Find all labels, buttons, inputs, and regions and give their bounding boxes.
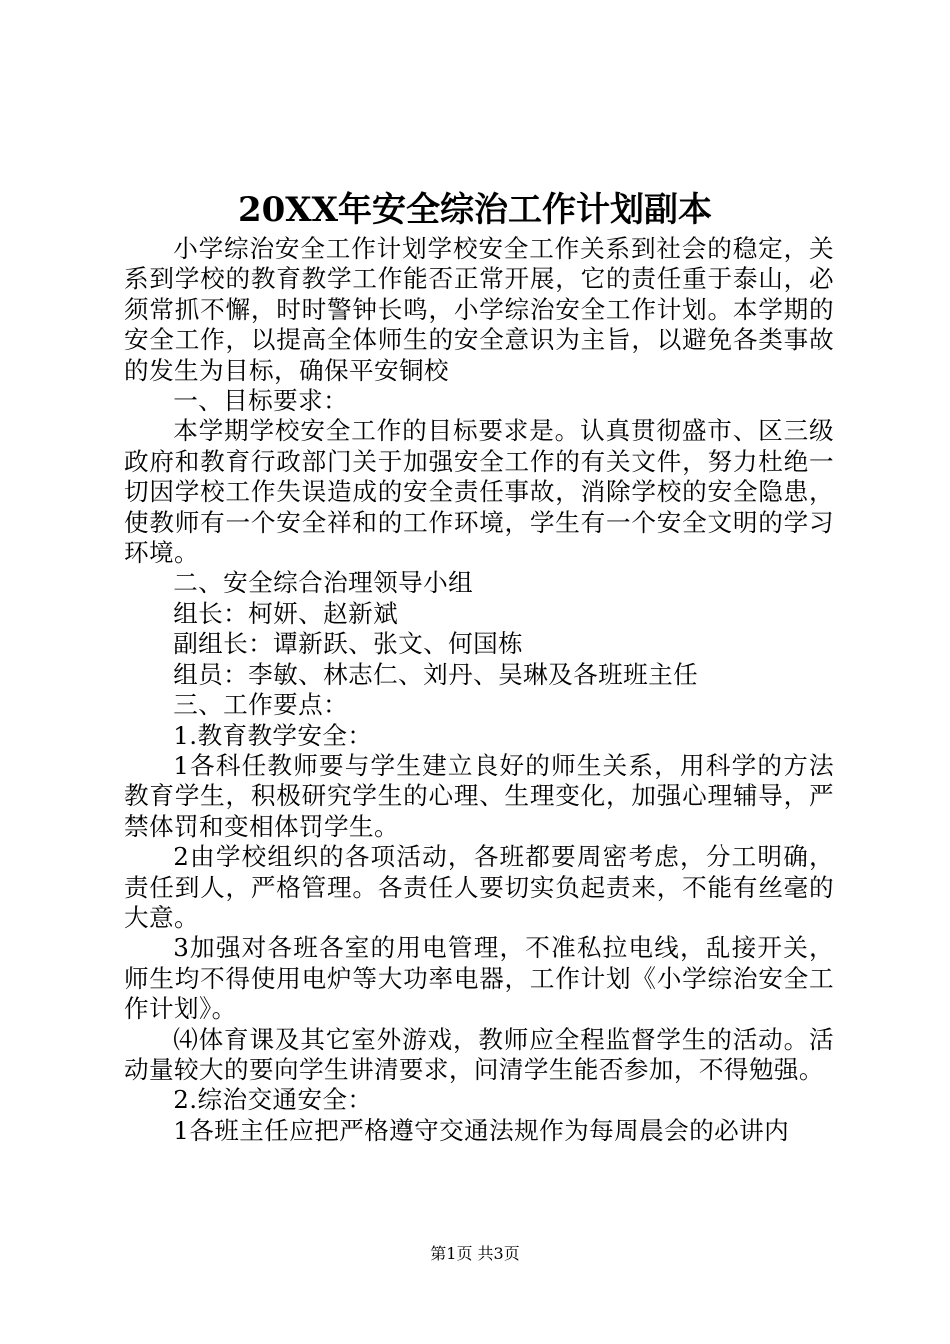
paragraph-leader: 组长：柯妍、赵新斌 bbox=[173, 598, 399, 628]
paragraph-item-2: 2由学校组织的各项活动，各班都要周密考虑，分工明确，责任到人，严格管理。各责任人要切实负起责来，不能有丝毫的大意。 bbox=[124, 842, 834, 932]
paragraph-item-3: 3加强对各班各室的用电管理，不准私拉电线，乱接开关，师生均不得使用电炉等大功率电器，工作计划《小学综治安全工作计划》。 bbox=[124, 933, 834, 1024]
paragraph-goals: 本学期学校安全工作的目标要求是。认真贯彻盛市、区三级政府和教育行政部门关于加强安全工作的有关文件，努力杜绝一切因学校工作失误造成的安全责任事故，消除学校的安全隐患，使教师有一个安全祥和的工作环境，学生有一个安全文明的学习环境。 bbox=[124, 416, 834, 568]
heading-leadership-group: 二、安全综合治理领导小组 bbox=[173, 568, 474, 598]
total-pages: 共3页 bbox=[477, 1244, 520, 1263]
paragraph-item-1: 1各科任教师要与学生建立良好的师生关系，用科学的方法教育学生，积极研究学生的心理、生理变化，加强心理辅导，严禁体罚和变相体罚学生。 bbox=[124, 750, 834, 841]
heading-key-points: 三、工作要点： bbox=[173, 690, 349, 720]
page-footer bbox=[0, 1243, 950, 1265]
paragraph-members: 组员：李敏、林志仁、刘丹、吴琳及各班班主任 bbox=[173, 659, 699, 689]
paragraph-traffic-item-1: 1各班主任应把严格遵守交通法规作为每周晨会的必讲内 bbox=[173, 1115, 790, 1145]
subheading-traffic-safety: 2.综治交通安全： bbox=[173, 1085, 373, 1115]
subheading-teaching-safety: 1.教育教学安全： bbox=[173, 720, 373, 750]
heading-goals: 一、目标要求： bbox=[173, 386, 349, 416]
page-number: 第1页 bbox=[430, 1244, 473, 1263]
paragraph-deputy-leader: 副组长：谭新跃、张文、何国栋 bbox=[173, 629, 524, 659]
paragraph-item-4: ⑷体育课及其它室外游戏，教师应全程监督学生的活动。活动量较大的要向学生讲清要求，问清学生能否参加，不得勉强。 bbox=[124, 1024, 834, 1084]
paragraph-intro: 小学综治安全工作计划学校安全工作关系到社会的稳定，关系到学校的教育教学工作能否正常开展，它的责任重于泰山，必须常抓不懈，时时警钟长鸣，小学综治安全工作计划。本学期的安全工作，以提高全体师生的安全意识为主旨，以避免各类事故的发生为目标，确保平安铜校 bbox=[124, 234, 834, 385]
document-body bbox=[124, 234, 834, 1146]
document-title: 20XX年安全综治工作计划副本 bbox=[237, 190, 713, 230]
